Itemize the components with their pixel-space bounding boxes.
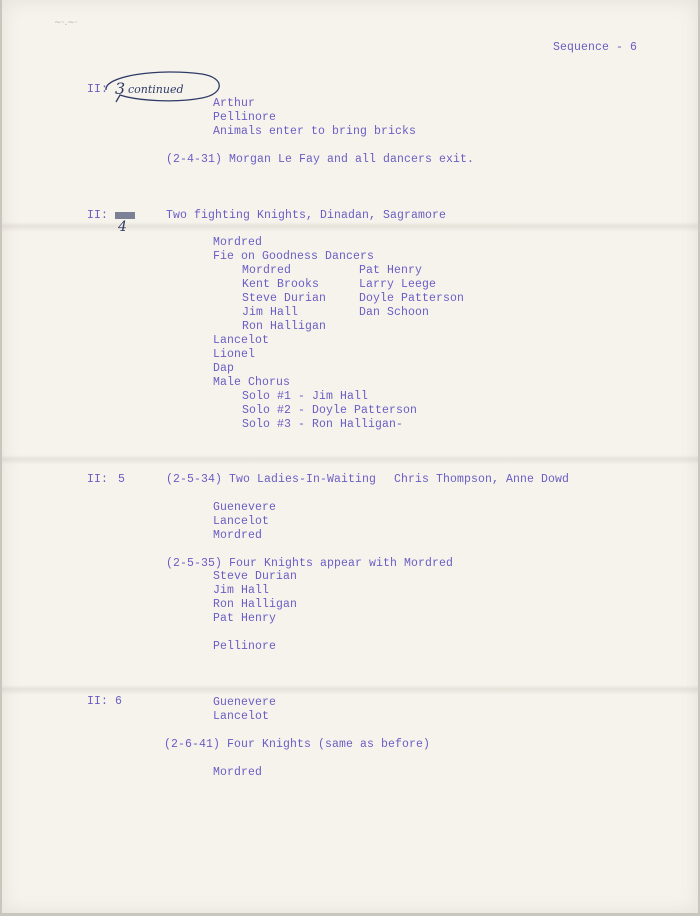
cast-entry: Steve Durian xyxy=(213,570,298,583)
dancer-name: Mordred xyxy=(242,264,292,277)
section-label-2-5-prefix: II: xyxy=(87,473,109,486)
cast-entry: Lancelot xyxy=(213,334,270,347)
cast-entry: Lancelot xyxy=(213,710,270,723)
section-label-2-6-prefix: II: xyxy=(87,695,109,708)
cue-line: (2-6-41) Four Knights (same as before) xyxy=(164,738,431,751)
section-label-2-4-prefix: II: xyxy=(87,209,109,222)
cast-entry: Ron Halligan xyxy=(213,598,298,611)
cast-entry: Mordred xyxy=(213,236,263,249)
section-label-2-4-handwritten-number: 4 xyxy=(118,219,127,235)
cast-entry: Jim Hall xyxy=(213,584,270,597)
cast-entry: Pellinore xyxy=(213,111,277,124)
solo-entry: Solo #2 - Doyle Patterson xyxy=(242,404,418,417)
section-label-2-3-handwritten-number: 3 xyxy=(115,79,126,98)
cast-entry: Animals enter to bring bricks xyxy=(213,125,417,138)
dancer-name: Larry Leege xyxy=(359,278,437,291)
cast-entry: Arthur xyxy=(213,97,256,110)
faint-pencil-mark: ~·.~· xyxy=(54,18,78,28)
cast-entry: Guenevere xyxy=(213,501,277,514)
sequence-number: Sequence - 6 xyxy=(553,41,638,54)
cast-entry: Guenevere xyxy=(213,696,277,709)
dancer-name: Dan Schoon xyxy=(359,306,430,319)
section-heading: Two fighting Knights, Dinadan, Sagramore xyxy=(166,209,447,222)
typed-page xyxy=(2,0,698,913)
cue-line: (2-5-34) Two Ladies-In-Waiting xyxy=(166,473,377,486)
cue-line: (2-4-31) Morgan Le Fay and all dancers exit. xyxy=(166,153,475,166)
cast-entry: Lancelot xyxy=(213,515,270,528)
cast-entry: Mordred xyxy=(213,766,263,779)
dancer-name: Kent Brooks xyxy=(242,278,320,291)
dancer-name: Doyle Patterson xyxy=(359,292,465,305)
section-label-2-3-prefix: II: xyxy=(87,83,109,96)
struck-out-mark xyxy=(115,212,135,219)
cue-cast-names: Chris Thompson, Anne Dowd xyxy=(394,473,570,486)
cast-entry: Mordred xyxy=(213,529,263,542)
cue-line: (2-5-35) Four Knights appear with Mordred xyxy=(166,557,454,570)
cast-entry: Pat Henry xyxy=(213,612,277,625)
cast-entry: Lionel xyxy=(213,348,256,361)
cast-entry: Pellinore xyxy=(213,640,277,653)
section-label-2-5-number: 5 xyxy=(118,473,126,486)
dancer-name: Jim Hall xyxy=(242,306,299,319)
cast-entry: Dap xyxy=(213,362,235,375)
solo-entry: Solo #1 - Jim Hall xyxy=(242,390,369,403)
section-label-2-3-handwritten-note: continued xyxy=(128,83,184,96)
dancer-name: Pat Henry xyxy=(359,264,423,277)
cast-entry: Male Chorus xyxy=(213,376,291,389)
solo-entry: Solo #3 - Ron Halligan- xyxy=(242,418,404,431)
dancer-name: Ron Halligan xyxy=(242,320,327,333)
section-label-2-6-number: 6 xyxy=(115,695,123,708)
dancer-name: Steve Durian xyxy=(242,292,327,305)
cast-entry: Fie on Goodness Dancers xyxy=(213,250,375,263)
